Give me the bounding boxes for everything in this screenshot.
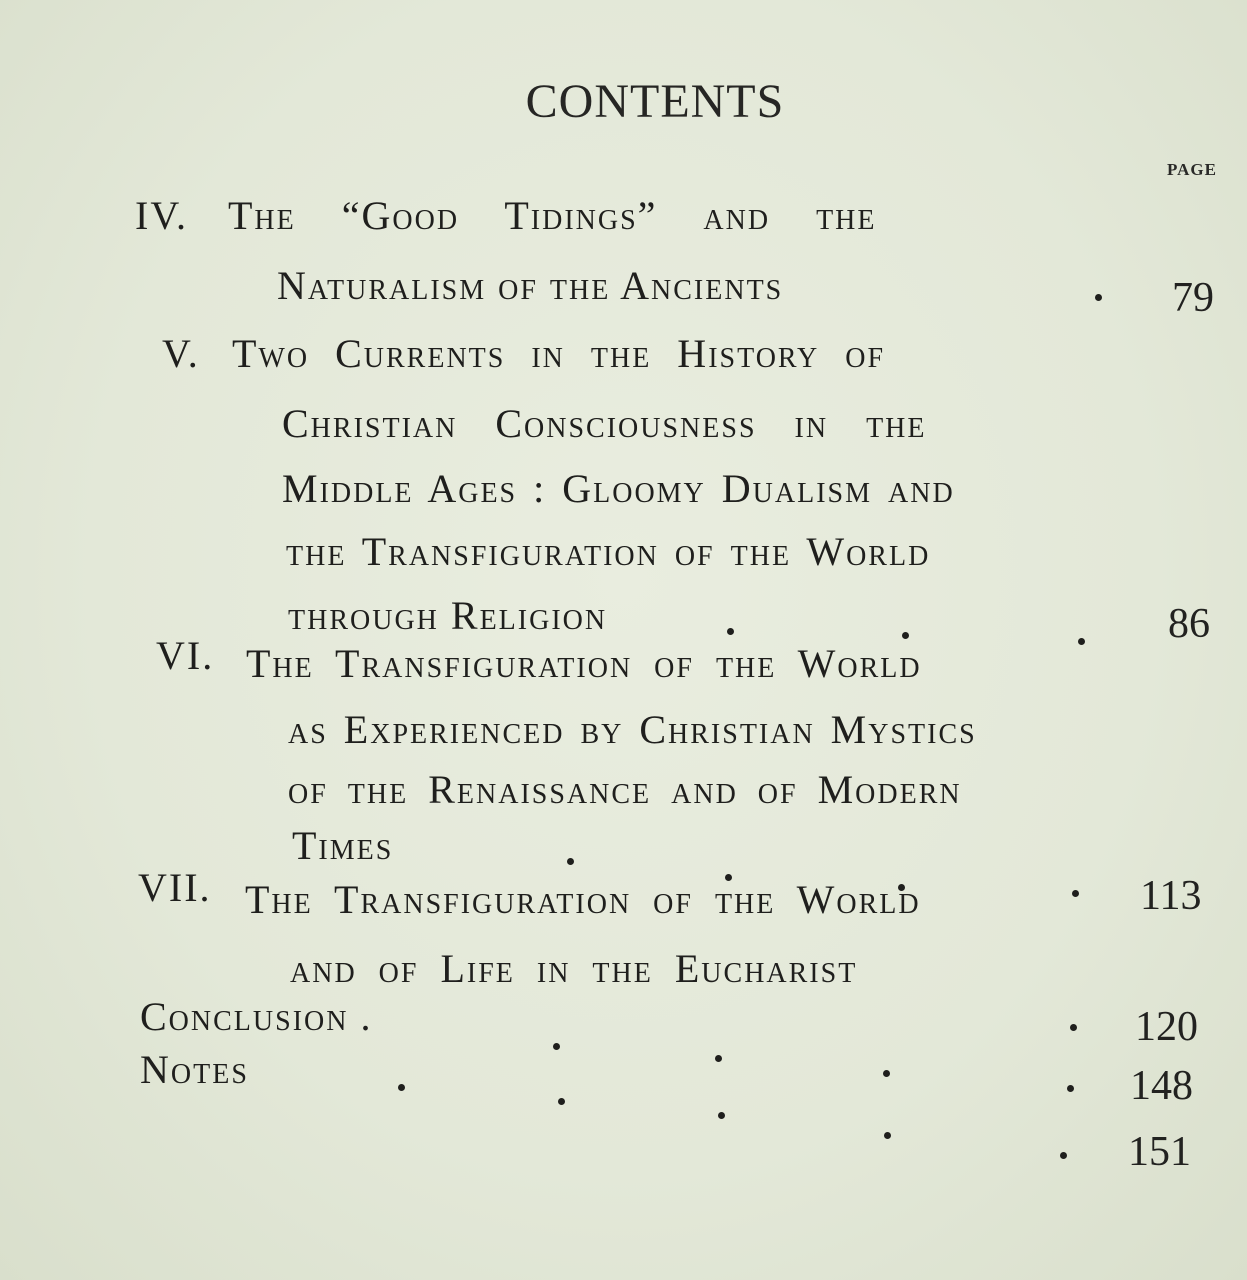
leader-dot [727,628,734,635]
leader-dot [883,1070,890,1077]
leader-dot [553,1043,560,1050]
entry-vi-page-number: 113 [1140,873,1202,919]
entry-iv-title-line-1: The “Good Tidings” and the [228,193,877,238]
entry-vii-page-number: 120 [1135,1004,1198,1050]
entry-v-title-line-4: the Transfiguration of the World [286,529,931,574]
entry-v-numeral: V. [162,331,200,376]
leader-dot [1072,890,1079,897]
entry-iv-numeral: IV. [135,193,189,238]
entry-vi-title-line-3: of the Renaissance and of Modern [288,767,962,812]
leader-dot [558,1098,565,1105]
leader-dot [902,632,909,639]
leader-dot [1067,1085,1074,1092]
entry-vii-numeral: VII. [138,865,212,910]
entry-vi-title-line-4: Times [292,823,394,868]
entry-iv-title-line-2: Naturalism of the Ancients [277,263,784,308]
entry-v-title-line-5: through Religion [288,593,608,638]
notes-title: Notes [140,1047,249,1092]
leader-dot [1060,1152,1067,1159]
leader-dot [715,1055,722,1062]
entry-v-title-line-1: Two Currents in the History of [232,331,886,376]
contents-heading: CONTENTS [525,75,785,128]
notes-page-number: 151 [1128,1129,1191,1175]
entry-iv-page-number: 79 [1172,275,1214,321]
conclusion-page-number: 148 [1130,1063,1193,1109]
leader-dot [1095,294,1102,301]
leader-dot [718,1112,725,1119]
entry-v-title-line-3: Middle Ages : Gloomy Dualism and [282,466,955,511]
conclusion-title: Conclusion . [140,994,373,1039]
entry-v-page-number: 86 [1168,601,1210,647]
leader-dot [884,1132,891,1139]
page-column-label: PAGE [1167,160,1217,179]
leader-dot [398,1084,405,1091]
leader-dot [567,858,574,865]
leader-dot [1078,638,1085,645]
entry-vi-title-line-2: as Experienced by Christian Mystics [288,707,977,752]
entry-v-title-line-2: Christian Consciousness in the [282,401,927,446]
entry-vi-title-line-1: The Transfiguration of the World [246,641,922,686]
leader-dot [1070,1024,1077,1031]
entry-vii-title-line-2: and of Life in the Eucharist [290,946,858,991]
entry-vii-title-line-1: The Transfiguration of the World [245,877,921,922]
entry-vi-numeral: VI. [156,633,215,678]
